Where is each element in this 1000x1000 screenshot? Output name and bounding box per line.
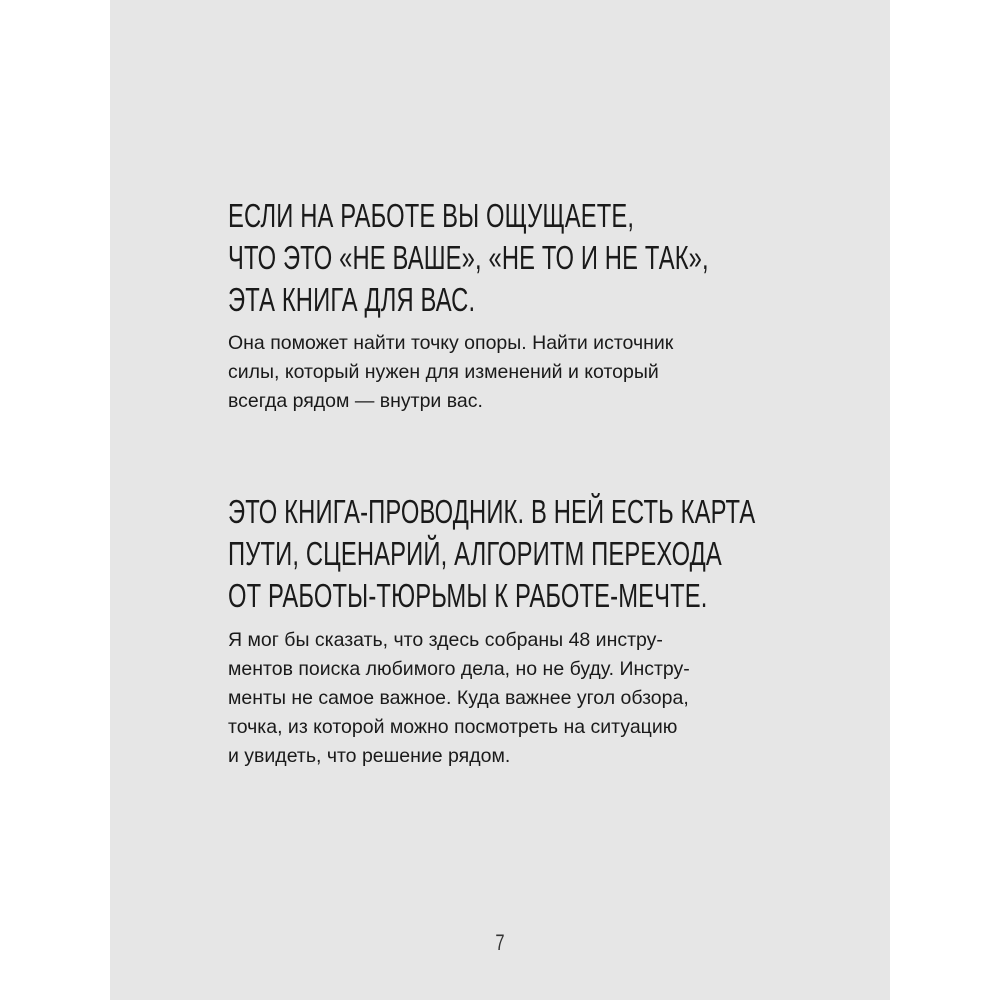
- heading-line: ЭТО КНИГА-ПРОВОДНИК. В НЕЙ ЕСТЬ КАРТА: [228, 493, 756, 530]
- paragraph-line: всегда рядом — внутри вас.: [228, 390, 483, 412]
- paragraph-line: ментов поиска любимого дела, но не буду. Инстру-: [228, 658, 690, 680]
- paragraph-line: точка, из которой можно посмотреть на ситуацию: [228, 716, 678, 738]
- paragraph-guide: [228, 626, 690, 771]
- heading-line: ПУТИ, СЦЕНАРИЙ, АЛГОРИТМ ПЕРЕХОДА: [228, 535, 722, 572]
- paragraph-line: Я мог бы сказать, что здесь собраны 48 инстру-: [228, 629, 663, 651]
- heading-intro: [228, 195, 709, 321]
- heading-guide: [228, 491, 755, 617]
- heading-line: ЭТА КНИГА ДЛЯ ВАС.: [228, 281, 476, 318]
- page-number: 7: [495, 930, 505, 955]
- heading-line: ЧТО ЭТО «НЕ ВАШЕ», «НЕ ТО И НЕ ТАК»,: [228, 239, 709, 276]
- paragraph-line: менты не самое важное. Куда важнее угол обзора,: [228, 687, 689, 709]
- paragraph-line: Она поможет найти точку опоры. Найти источник: [228, 332, 674, 354]
- paragraph-intro: [228, 329, 673, 416]
- paragraph-line: и увидеть, что решение рядом.: [228, 745, 511, 767]
- book-page: [110, 0, 890, 1000]
- heading-line: ЕСЛИ НА РАБОТЕ ВЫ ОЩУЩАЕТЕ,: [228, 197, 635, 234]
- heading-line: ОТ РАБОТЫ-ТЮРЬМЫ К РАБОТЕ-МЕЧТЕ.: [228, 577, 708, 614]
- paragraph-line: силы, который нужен для изменений и который: [228, 361, 659, 383]
